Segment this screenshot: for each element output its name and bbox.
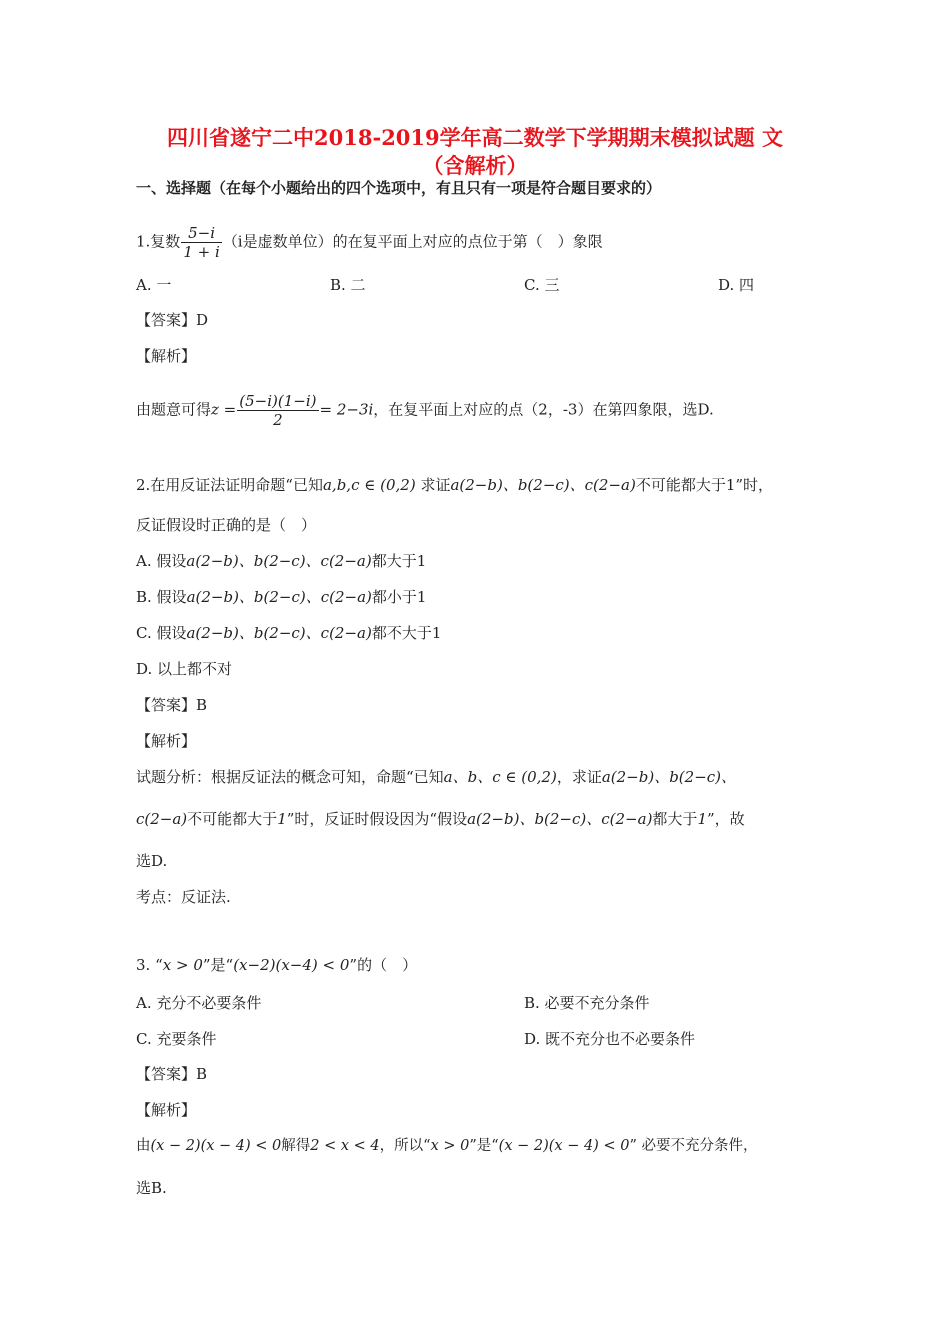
q3-option-b: B. 必要不充分条件 — [524, 994, 650, 1012]
q2-answer: 【答案】B — [136, 696, 208, 714]
q3-option-a: A. 充分不必要条件 — [136, 994, 262, 1012]
question-2: 2.在用反证法证明命题“已知a,b,c ∈ (0,2) 求证a(2−b)、b(2−c)、c(2−a)不可能都大于1”时， — [136, 476, 774, 494]
fraction: $\frac{5-i}{1 + i}$ — [183, 224, 220, 261]
q2-option-a: A. 假设a(2−b)、b(2−c)、c(2−a)都大于1 — [136, 552, 427, 570]
q2-analysis-label: 【解析】 — [136, 732, 197, 750]
question-2-continued: 反证假设时正确的是（ ） — [136, 516, 317, 534]
q1-option-b: B. 二 — [330, 276, 366, 294]
q2-analysis-line-1: 试题分析：根据反证法的概念可知，命题“已知a、b、c ∈ (0,2)，求证a(2−b)、b(2−c)、 — [136, 768, 737, 786]
q2-option-d: D. 以上都不对 — [136, 660, 233, 678]
q1-analysis: 由题意可得z = $\frac{(5-i)(1-i)}{2}$ = 2−3i，在复平面上对应的点（2，-3）在第四象限，选D. — [136, 392, 714, 429]
q1-option-d: D. 四 — [718, 276, 755, 294]
section-heading: 一、选择题（在每个小题给出的四个选项中，有且只有一项是符合题目要求的） — [136, 179, 662, 197]
question-1: 1.复数 $\frac{5-i}{1 + i}$ （i是虚数单位）的在复平面上对应的点位于第（ ）象限 — [136, 224, 603, 261]
q1-answer: 【答案】D — [136, 311, 209, 329]
q1-analysis-label: 【解析】 — [136, 347, 197, 365]
question-3: 3. “x > 0”是“(x−2)(x−4) < 0”的（ ） — [136, 956, 418, 974]
q1-option-c: C. 三 — [524, 276, 560, 294]
q2-knowledge-point: 考点：反证法. — [136, 888, 231, 906]
q2-analysis-line-2: c(2−a)不可能都大于1”时，反证时假设因为“假设a(2−b)、b(2−c)、c(2−a)都大于1”，故 — [136, 810, 745, 828]
document-title: 四川省遂宁二中2018-2019学年高二数学下学期期末模拟试题 文 — [167, 125, 783, 150]
q3-analysis-line-2: 选B. — [136, 1179, 167, 1197]
q2-option-b: B. 假设a(2−b)、b(2−c)、c(2−a)都小于1 — [136, 588, 427, 606]
q3-analysis-label: 【解析】 — [136, 1101, 197, 1119]
q3-option-c: C. 充要条件 — [136, 1030, 217, 1048]
document-title-continued: （含解析） — [422, 153, 528, 178]
q2-option-c: C. 假设a(2−b)、b(2−c)、c(2−a)都不大于1 — [136, 624, 442, 642]
q1-option-a: A. 一 — [136, 276, 172, 294]
q3-answer: 【答案】B — [136, 1065, 208, 1083]
q3-option-d: D. 既不充分也不必要条件 — [524, 1030, 696, 1048]
q3-analysis-line-1: 由(x − 2)(x − 4) < 0解得2 < x < 4，所以“x > 0”是“(x − 2)(x − 4) < 0” 必要不充分条件， — [136, 1138, 758, 1154]
q2-analysis-line-3: 选D. — [136, 852, 168, 870]
fraction: $\frac{(5-i)(1-i)}{2}$ — [239, 392, 317, 429]
